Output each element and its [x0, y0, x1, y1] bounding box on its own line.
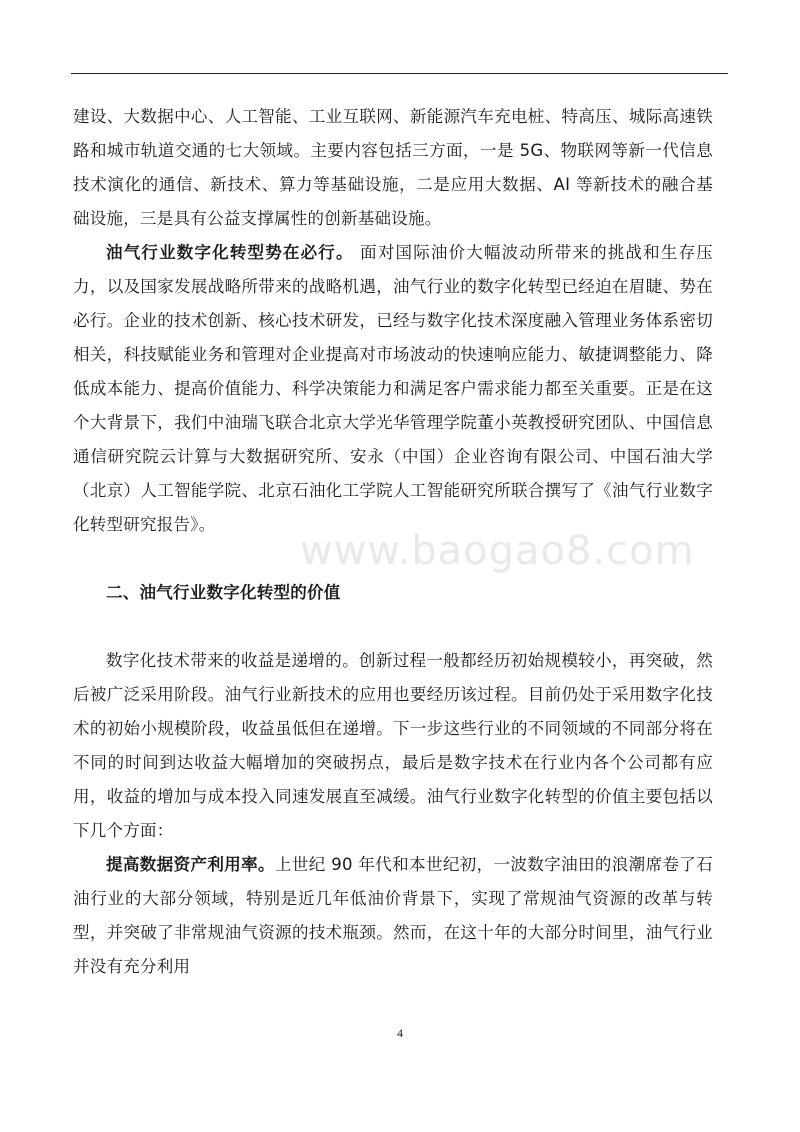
paragraph-spacer [73, 610, 713, 644]
document-body [73, 100, 713, 984]
paragraph-spacer [73, 542, 713, 576]
page-number: 4 [397, 1026, 403, 1040]
paragraph-increasing-returns: 数字化技术带来的收益是递增的。创新过程一般都经历初始规模较小，再突破，然后被广泛采用阶段。油气行业新技术的应用也要经历该过程。目前仍处于采用数字化技术的初始小规模阶段，收益虽低但在递增。下一步这些行业的不同领域的不同部分将在不同的时间到达收益大幅增加的突破拐点，最后是数字技术在行业内各个公司都有应用，收益的增加与成本投入同速发展直至减缓。油气行业数字化转型的价值主要包括以下几个方面： [73, 651, 713, 840]
header-rule [71, 73, 728, 74]
section-heading: 二、油气行业数字化转型的价值 [106, 583, 341, 602]
paragraph-lead: 提高数据资产利用率。 [106, 855, 275, 874]
watermark: www.baogao8.com [300, 528, 695, 574]
paragraph-data-asset-utilization [73, 848, 713, 984]
paragraph-text: 上世纪 90 年代和本世纪初，一波数字油田的浪潮席卷了石油行业的大部分领域，特别是近几年低油价背景下，实现了常规油气资源的改革与转型，并突破了非常规油气资源的技术瓶颈。然而，在这十年的大部分时间里，油气行业并没有充分利用 [73, 855, 713, 976]
paragraph-transformation-imperative [73, 236, 713, 542]
paragraph-lead: 油气行业数字化转型势在必行。 [106, 243, 354, 262]
paragraph-continuation: 建设、大数据中心、人工智能、工业互联网、新能源汽车充电桩、特高压、城际高速铁路和城市轨道交通的七大领域。主要内容包括三方面，一是 5G、物联网等新一代信息技术演化的通信、新技术、算力等基础设施，二是应用大数据、AI 等新技术的融合基础设施，三是具有公益支撑属性的创新基础设施。 [73, 107, 713, 228]
paragraph-text: 面对国际油价大幅波动所带来的挑战和生存压力，以及国家发展战略所带来的战略机遇，油气行业的数字化转型已经迫在眉睫、势在必行。企业的技术创新、核心技术研发，已经与数字化技术深度融入管理业务体系密切相关，科技赋能业务和管理对企业提高对市场波动的快速响应能力、敏捷调整能力、降低成本能力、提高价值能力、科学决策能力和满足客户需求能力都至关重要。正是在这个大背景下，我们中油瑞飞联合北京大学光华管理学院董小英教授研究团队、中国信息通信研究院云计算与大数据研究所、安永（中国）企业咨询有限公司、中国石油大学（北京）人工智能学院、北京石油化工学院人工智能研究所联合撰写了《油气行业数字化转型研究报告》。 [73, 243, 714, 534]
